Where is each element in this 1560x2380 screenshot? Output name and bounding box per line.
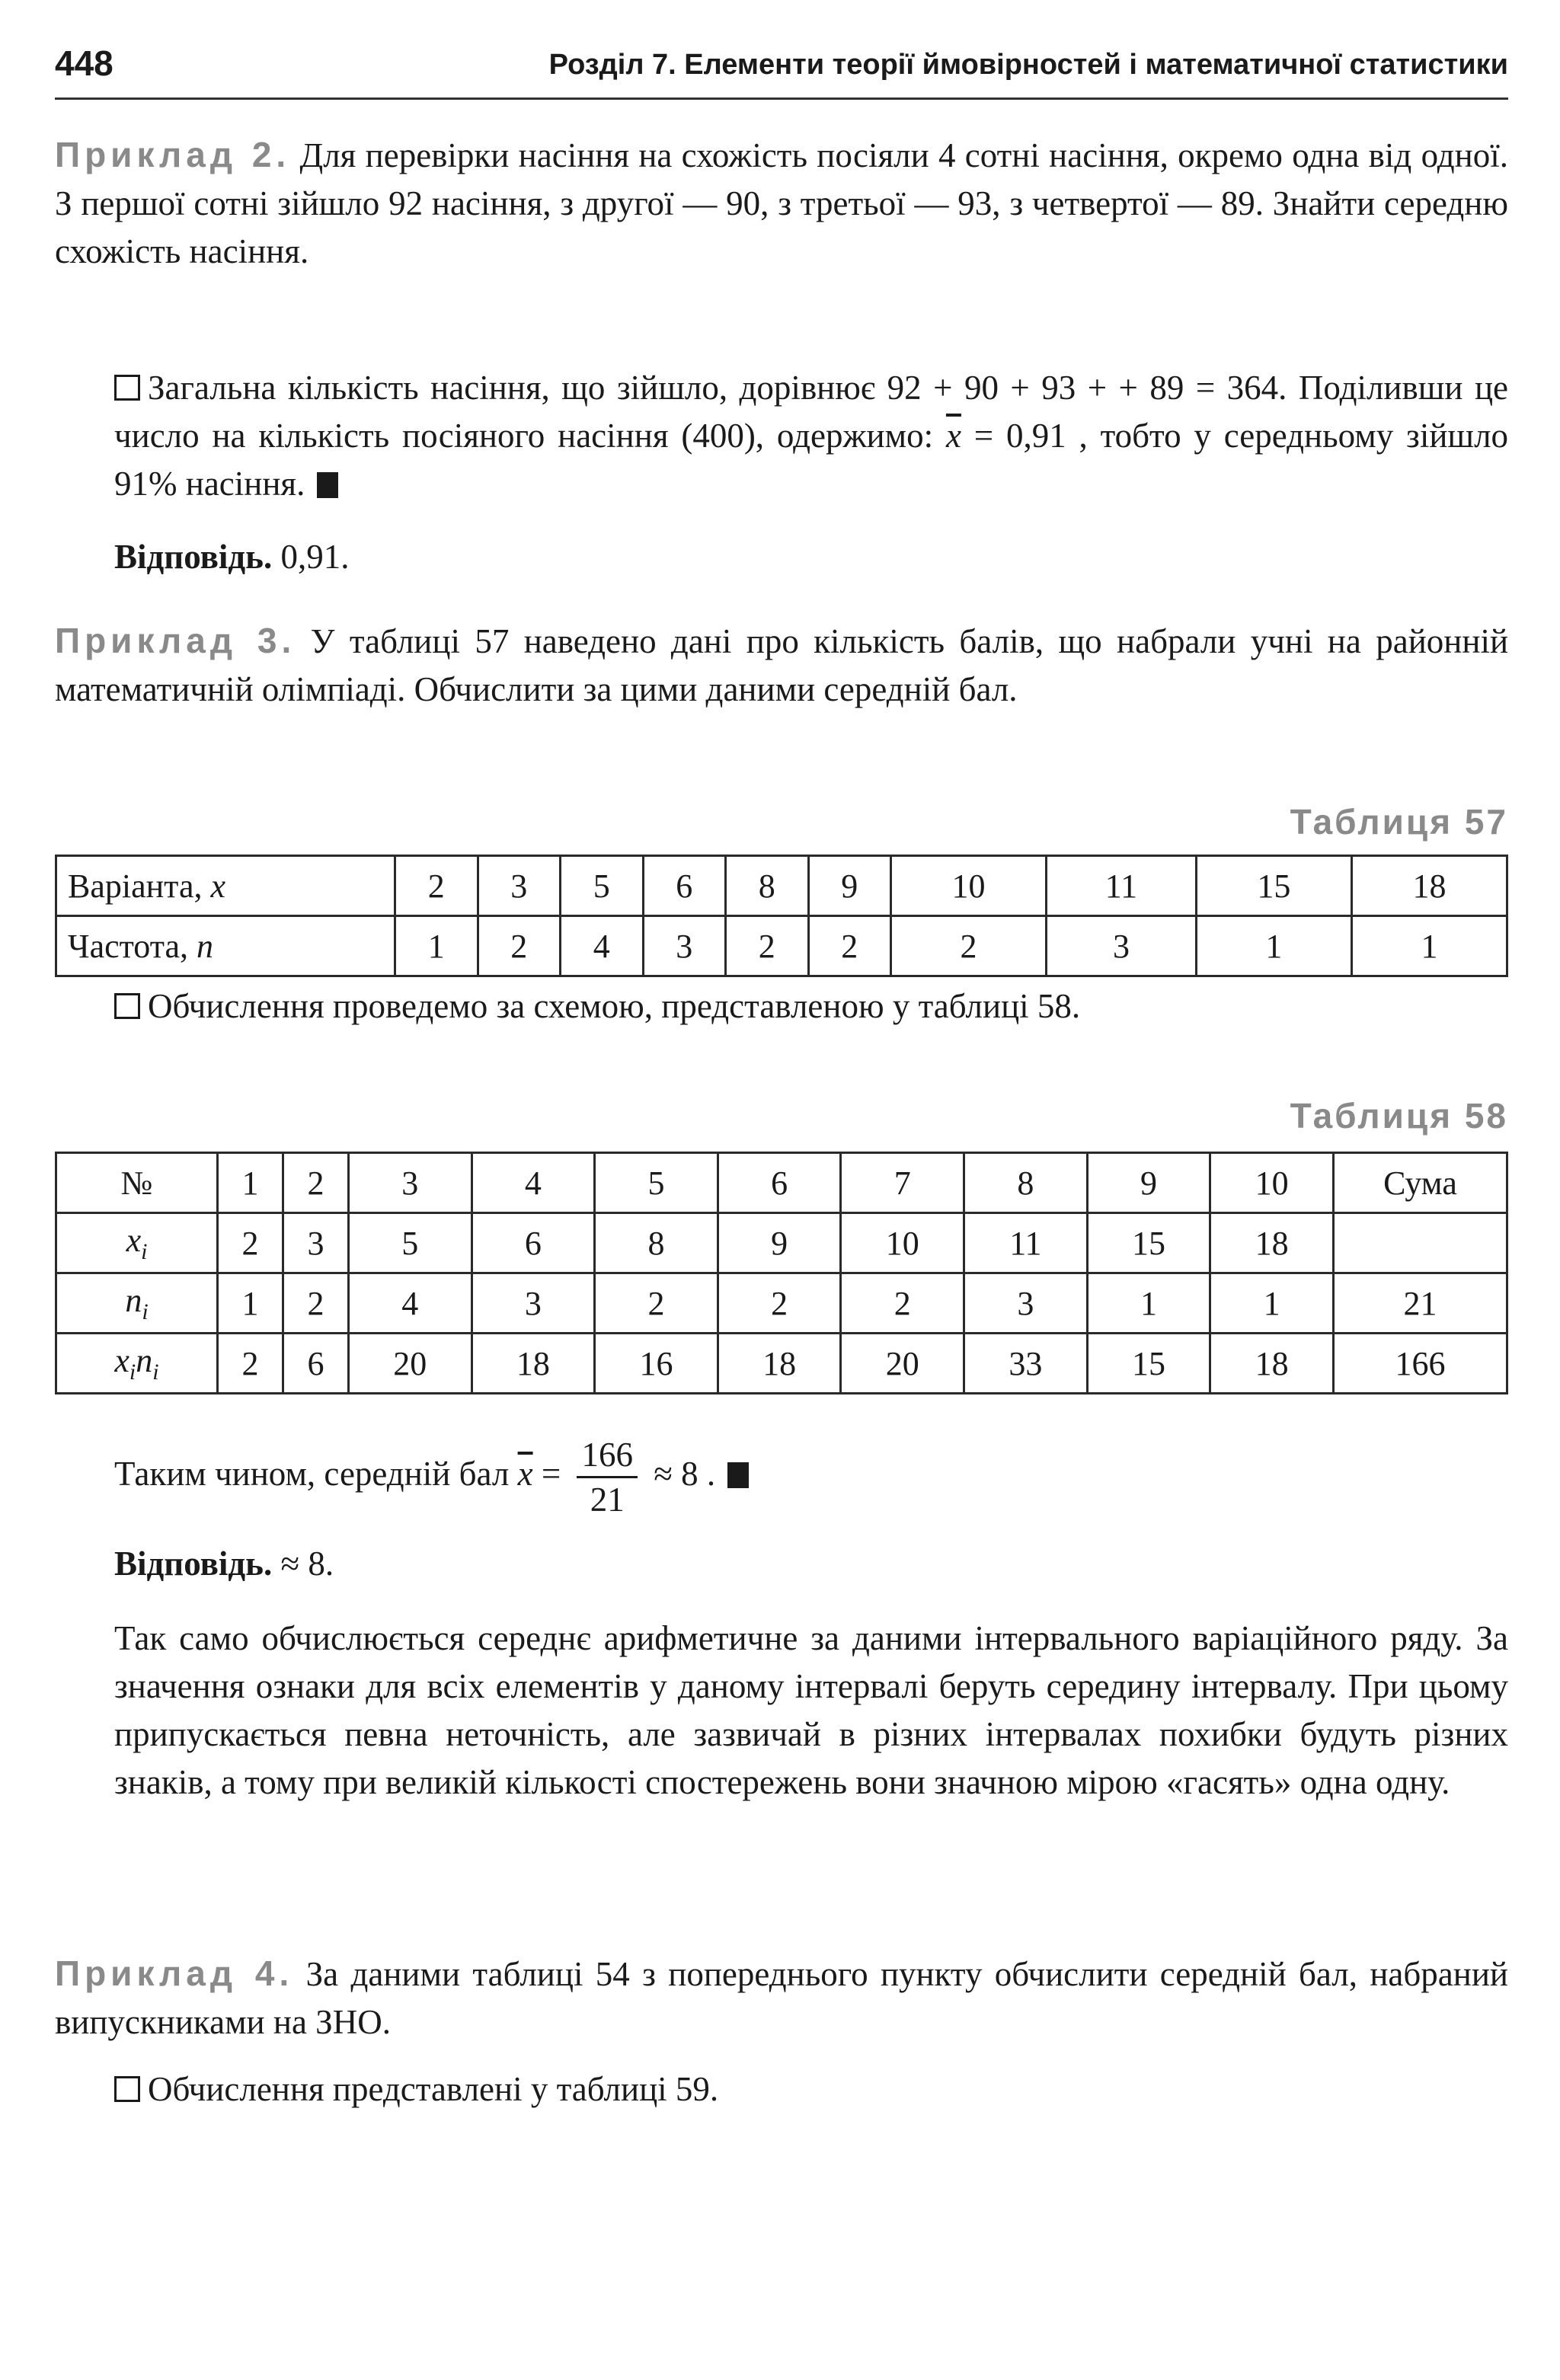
table-cell: 10 (1210, 1153, 1334, 1213)
example-4-text: За даними таблиці 54 з попереднього пункту обчислити середній бал, набраний випускниками на ЗНО. (55, 1955, 1509, 2041)
solution-2-text-a: Загальна кількість насіння, що зійшло, дорівнює 92 + 90 + 93 + + 89 = 364. Поділивши це число на кількість посіяного насіння (400), одержимо: (114, 369, 1508, 455)
table-cell: 10 (841, 1213, 964, 1273)
table-cell: 2 (478, 916, 561, 976)
example-3-calc-intro (114, 982, 1508, 1030)
table-cell: 4 (348, 1273, 472, 1334)
table-cell: 9 (718, 1213, 841, 1273)
table-cell-sum: 166 (1334, 1334, 1507, 1394)
answer-value: ≈ 8. (280, 1545, 334, 1583)
table-row (56, 1273, 1507, 1334)
chapter-title: Розділ 7. Елементи теорії ймовірностей і математичної статистики (548, 49, 1508, 81)
header-cell-number: № (56, 1153, 218, 1213)
example-3-label: Приклад 3. (55, 621, 296, 660)
example-4-solution (114, 2065, 1508, 2113)
table-row (56, 916, 1507, 976)
solution-end-square-icon (317, 472, 338, 498)
table-cell: 15 (1087, 1334, 1210, 1394)
table-cell: 2 (718, 1273, 841, 1334)
table-cell: 2 (891, 916, 1047, 976)
table-cell: 6 (283, 1334, 348, 1394)
table-row (56, 1213, 1507, 1273)
table-cell: 9 (1087, 1153, 1210, 1213)
example-2-statement (55, 131, 1508, 276)
table-cell-sum (1334, 1213, 1507, 1273)
row-header-variant: Варіанта, x (56, 856, 395, 916)
result-suffix: ≈ 8 . (654, 1454, 716, 1493)
table-row (56, 856, 1507, 916)
example-2-text: Для перевірки насіння на схожість посіяли 4 сотні насіння, окремо одна від одної. З першої сотні зійшло 92 насіння, з другої — 90, з третьої — 93, з четвертої — 89. Знайти середню схожість насіння. (55, 136, 1509, 270)
example-2-answer (114, 533, 1508, 581)
table-cell: 5 (595, 1153, 718, 1213)
table-cell: 18 (1351, 856, 1507, 916)
table-cell: 6 (643, 856, 726, 916)
table-58 (55, 1152, 1508, 1394)
example-2-label: Приклад 2. (55, 135, 291, 174)
table-cell: 8 (964, 1153, 1088, 1213)
table-cell: 2 (726, 916, 809, 976)
result-equals: = (541, 1454, 561, 1493)
example-3-result (114, 1433, 1508, 1521)
mean-symbol: $\overline{x}$ (517, 1454, 533, 1493)
table-cell: 3 (1046, 916, 1196, 976)
table-cell: 15 (1087, 1213, 1210, 1273)
table-cell: 2 (595, 1273, 718, 1334)
table-cell: 20 (348, 1334, 472, 1394)
answer-label: Відповідь. (114, 538, 273, 576)
interval-paragraph: Так само обчислюється середнє арифметичне за даними інтервального варіаційного ряду. За значення ознаки для всіх елементів у даному інтервалі беруть середину інтервалу. При цьому припускається певна неточність, але зазвичай в різних інтервалах похибки будуть різних знаків, а тому при великій кількості спостережень вони значною мірою «гасять» одна одну. (114, 1619, 1508, 1801)
table-cell: 20 (841, 1334, 964, 1394)
table-cell: 2 (283, 1273, 348, 1334)
table-cell: 6 (472, 1213, 595, 1273)
table-cell: 3 (643, 916, 726, 976)
page-number: 448 (55, 43, 113, 83)
table-cell: 2 (218, 1213, 283, 1273)
example-3-text: У таблиці 57 наведено дані про кількість балів, що набрали учні на районній математичній олімпіаді. Обчислити за цими даними середній бал. (55, 622, 1509, 708)
table-cell: 1 (218, 1273, 283, 1334)
row-header-x: $x_i$ (56, 1213, 218, 1273)
table-cell-sum: 21 (1334, 1273, 1507, 1334)
row-header-n: $n_i$ (56, 1273, 218, 1334)
table-cell: 8 (726, 856, 809, 916)
table-57 (55, 855, 1508, 977)
table-cell: 18 (472, 1334, 595, 1394)
calc-intro-text: Обчислення проведемо за схемою, представленою у таблиці 58. (148, 987, 1081, 1025)
table-cell: 3 (348, 1153, 472, 1213)
table-cell: 10 (891, 856, 1047, 916)
mean-fraction (577, 1433, 638, 1521)
solution-start-square-icon (114, 2076, 140, 2102)
table-cell: 4 (472, 1153, 595, 1213)
solution-start-square-icon (114, 993, 140, 1019)
table-cell: 11 (1046, 856, 1196, 916)
table-58-caption: Таблиця 58 (1290, 1096, 1508, 1136)
table-cell: 4 (561, 916, 644, 976)
table-cell: 5 (348, 1213, 472, 1273)
table-cell: 16 (595, 1334, 718, 1394)
table-cell: 18 (1210, 1334, 1334, 1394)
example-3-statement (55, 617, 1508, 714)
example-4-statement (55, 1950, 1508, 2046)
table-row (56, 1153, 1507, 1213)
table-cell: 11 (964, 1213, 1088, 1273)
table-cell: 2 (841, 1273, 964, 1334)
table-57-caption: Таблиця 57 (1290, 802, 1508, 842)
table-cell: 33 (964, 1334, 1088, 1394)
result-prefix: Таким чином, середній бал (114, 1454, 510, 1493)
table-cell: 1 (1351, 916, 1507, 976)
table-cell: 6 (718, 1153, 841, 1213)
table-row (56, 1334, 1507, 1394)
header-cell-sum: Сума (1334, 1153, 1507, 1213)
table-cell: 18 (718, 1334, 841, 1394)
fraction-denominator: 21 (590, 1481, 625, 1519)
table-cell: 1 (1210, 1273, 1334, 1334)
solution-2-text-b: = 0,91 , тобто у середньому зійшло 91% насіння. (114, 417, 1509, 503)
solution-end-square-icon (727, 1462, 749, 1488)
table-cell: 3 (964, 1273, 1088, 1334)
table-cell: 1 (218, 1153, 283, 1213)
table-cell: 3 (283, 1213, 348, 1273)
table-cell: 8 (595, 1213, 718, 1273)
example-4-label: Приклад 4. (55, 1954, 294, 1993)
answer-value: 0,91. (280, 538, 350, 576)
example-2-solution (114, 364, 1508, 508)
table-cell: 2 (218, 1334, 283, 1394)
solution-start-square-icon (114, 375, 140, 401)
table-cell: 2 (283, 1153, 348, 1213)
table-cell: 1 (1087, 1273, 1210, 1334)
table-cell: 5 (561, 856, 644, 916)
solution-4-text: Обчислення представлені у таблиці 59. (148, 2070, 719, 2108)
example-3-answer (114, 1540, 1508, 1588)
answer-label: Відповідь. (114, 1545, 273, 1583)
table-cell: 2 (808, 916, 891, 976)
fraction-numerator: 166 (577, 1433, 638, 1478)
page-header (55, 37, 1508, 100)
table-cell: 3 (478, 856, 561, 916)
table-cell: 7 (841, 1153, 964, 1213)
table-cell: 9 (808, 856, 891, 916)
table-cell: 1 (1196, 916, 1351, 976)
table-cell: 1 (395, 916, 478, 976)
table-cell: 3 (472, 1273, 595, 1334)
row-header-frequency: Частота, n (56, 916, 395, 976)
table-cell: 2 (395, 856, 478, 916)
table-cell: 18 (1210, 1213, 1334, 1273)
row-header-xn: $x_in_i$ (56, 1334, 218, 1394)
mean-symbol: $\overline{x}$ (945, 417, 961, 455)
table-cell: 15 (1196, 856, 1351, 916)
